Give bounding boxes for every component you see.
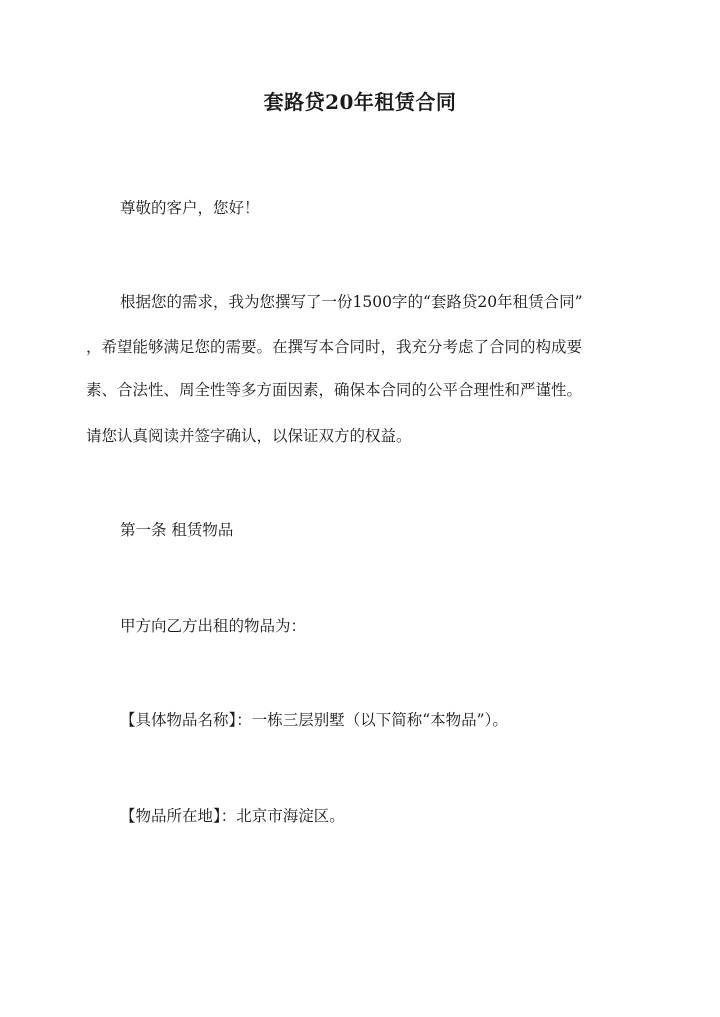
article1-lead: 甲方向乙方出租的物品为：: [120, 617, 307, 635]
intro-line-4: 请您认真阅读并签字确认，以保证双方的权益。: [86, 427, 412, 445]
document-title: 套路贷20年租赁合同: [263, 90, 457, 114]
item-name-text: 【具体物品名称】：一栋三层别墅（以下简称“本物品”）。: [120, 711, 508, 729]
intro-line-3: 素、合法性、周全性等多方面因素，确保本合同的公平合理性和严谨性。: [86, 381, 583, 399]
greeting-text: 尊敬的客户，您好！: [120, 199, 260, 217]
item-location-text: 【物品所在地】：北京市海淀区。: [120, 807, 345, 825]
article1-heading: 第一条 租赁物品: [120, 521, 234, 539]
intro-line-1: 根据您的需求，我为您撰写了一份1500字的“套路贷20年租赁合同”: [120, 293, 583, 311]
intro-line-2: ，希望能够满足您的需要。在撰写本合同时，我充分考虑了合同的构成要: [86, 338, 583, 356]
